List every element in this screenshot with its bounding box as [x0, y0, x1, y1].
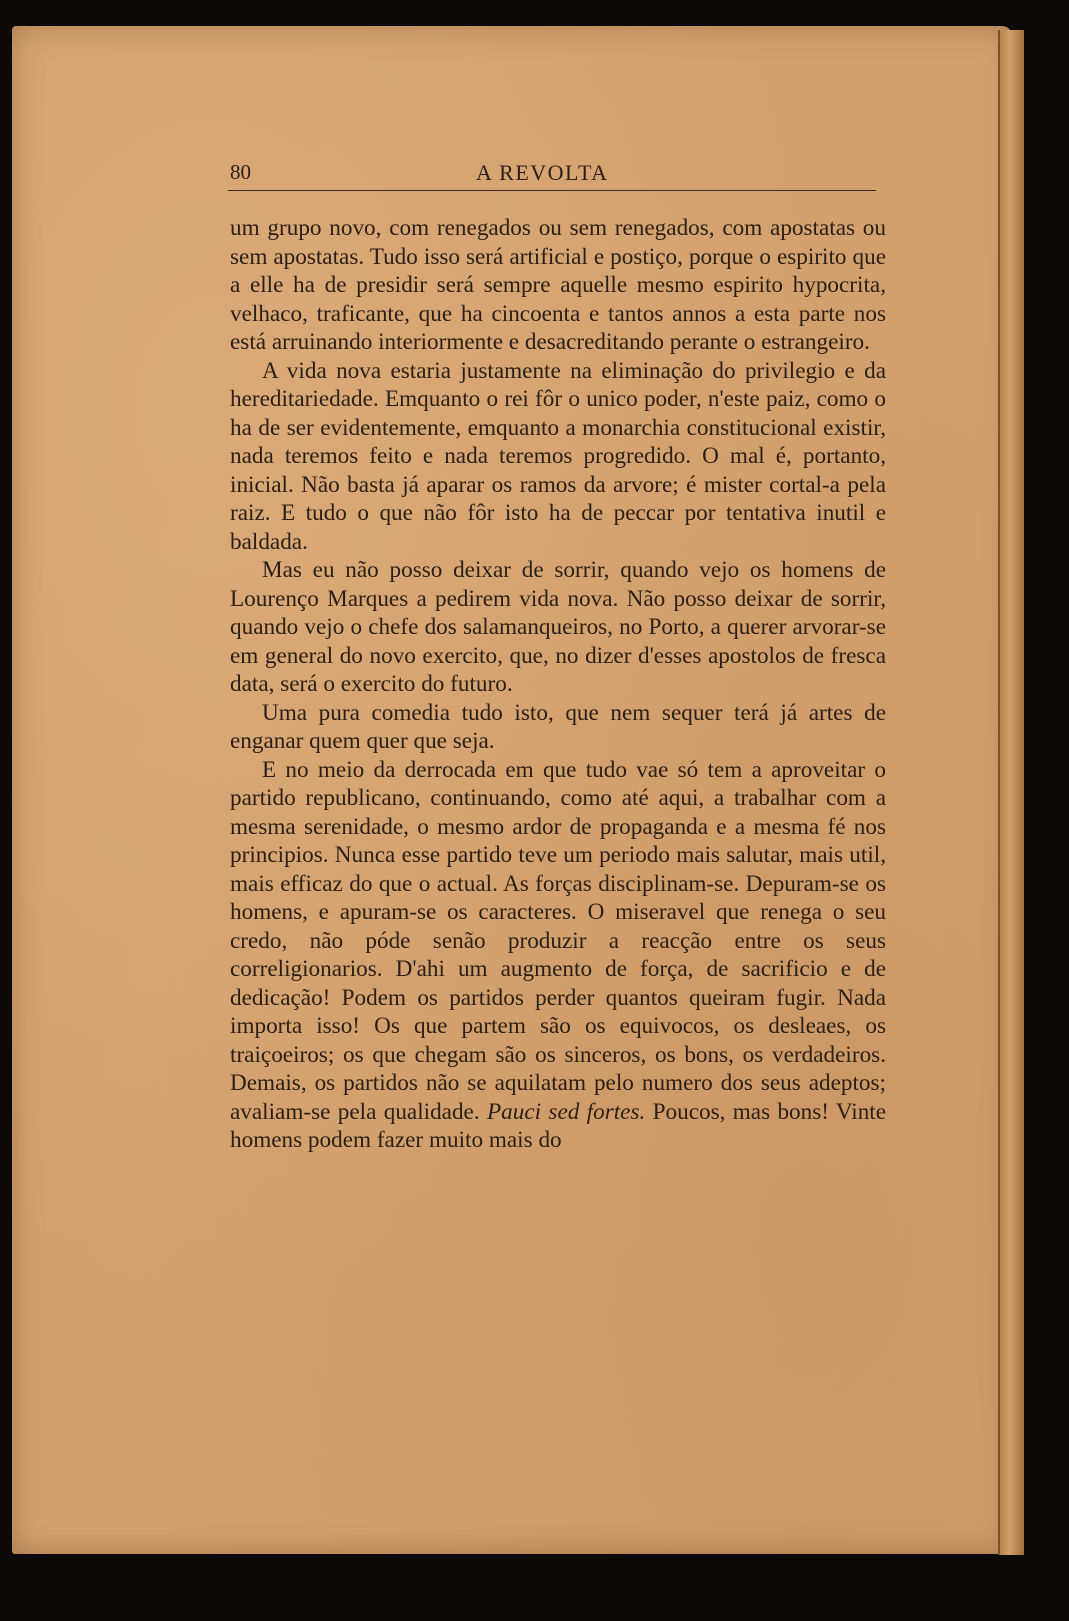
page-edge: [998, 30, 1024, 1555]
running-title: A REVOLTA: [476, 160, 609, 185]
header-rule: [228, 190, 876, 191]
paragraph: [230, 756, 886, 1155]
latin-phrase: Pauci sed fortes.: [487, 1098, 646, 1125]
page-number: 80: [230, 160, 251, 184]
body-text: [230, 214, 886, 1155]
closing-text: Poucos, mas bons! Vinte homens podem fazer muito mais do: [230, 1098, 887, 1153]
paragraph: Mas eu não posso deixar de sorrir, quando vejo os homens de Lourenço Marques a pedirem vida nova. Não posso deixar de sorrir, quando vejo o chefe dos salamanqueiros, no Porto, a querer arvorar-se em general do novo exercito, que, no dizer d'esses apostolos de fresca data, será o exercito do futuro.: [230, 557, 886, 697]
running-head: [228, 158, 876, 188]
paragraph: A vida nova estaria justamente na eliminação do privilegio e da hereditariedade. Emquanto o rei fôr o unico poder, n'este paiz, como o ha de ser evidentemente, emquanto a monarchia constitucional existir, nada teremos feito e nada teremos progredido. O mal é, portanto, inicial. Não basta já aparar os ramos da arvore; é mister cortal-a pela raiz. E tudo o que não fôr isto ha de peccar por tentativa inutil e baldada.: [230, 357, 886, 555]
paragraph: Uma pura comedia tudo isto, que nem sequer terá já artes de enganar quem quer que seja.: [230, 699, 886, 754]
paragraph: um grupo novo, com renegados ou sem renegados, com apostatas ou sem apostatas. Tudo isso será artificial e postiço, porque o espirito que a elle ha de presidir será sempre aquelle mesmo espirito hypocrita, velhaco, traficante, que ha cincoenta e tantos annos a esta parte nos está arruinando interiormente e desacreditando perante o estrangeiro.: [230, 215, 886, 355]
paragraph-text: E no meio da derrocada em que tudo vae só tem a aproveitar o partido republicano, continuando, como até aqui, a trabalhar com a mesma serenidade, o mesmo ardor de propaganda e a mesma fé nos principios. Nunca esse partido teve um periodo mais salutar, mais util, mais efficaz do que o actual. As forças disciplinam-se. Depuram-se os homens, e apuram-se os caracteres. O miseravel que renega o seu credo, não póde senão produzir a reacção entre os seus correligionarios. D'ahi um augmento de força, de sacrificio e de dedicação! Podem os partidos perder quantos queiram fugir. Nada importa isso! Os que partem são os equivocos, os desleaes, os traiçoeiros; os que chegam são os sinceros, os bons, os verdadeiros. Demais, os partidos não se aquilatam pelo numero dos seus adeptos; avaliam-se pela qualidade.: [230, 756, 886, 1125]
